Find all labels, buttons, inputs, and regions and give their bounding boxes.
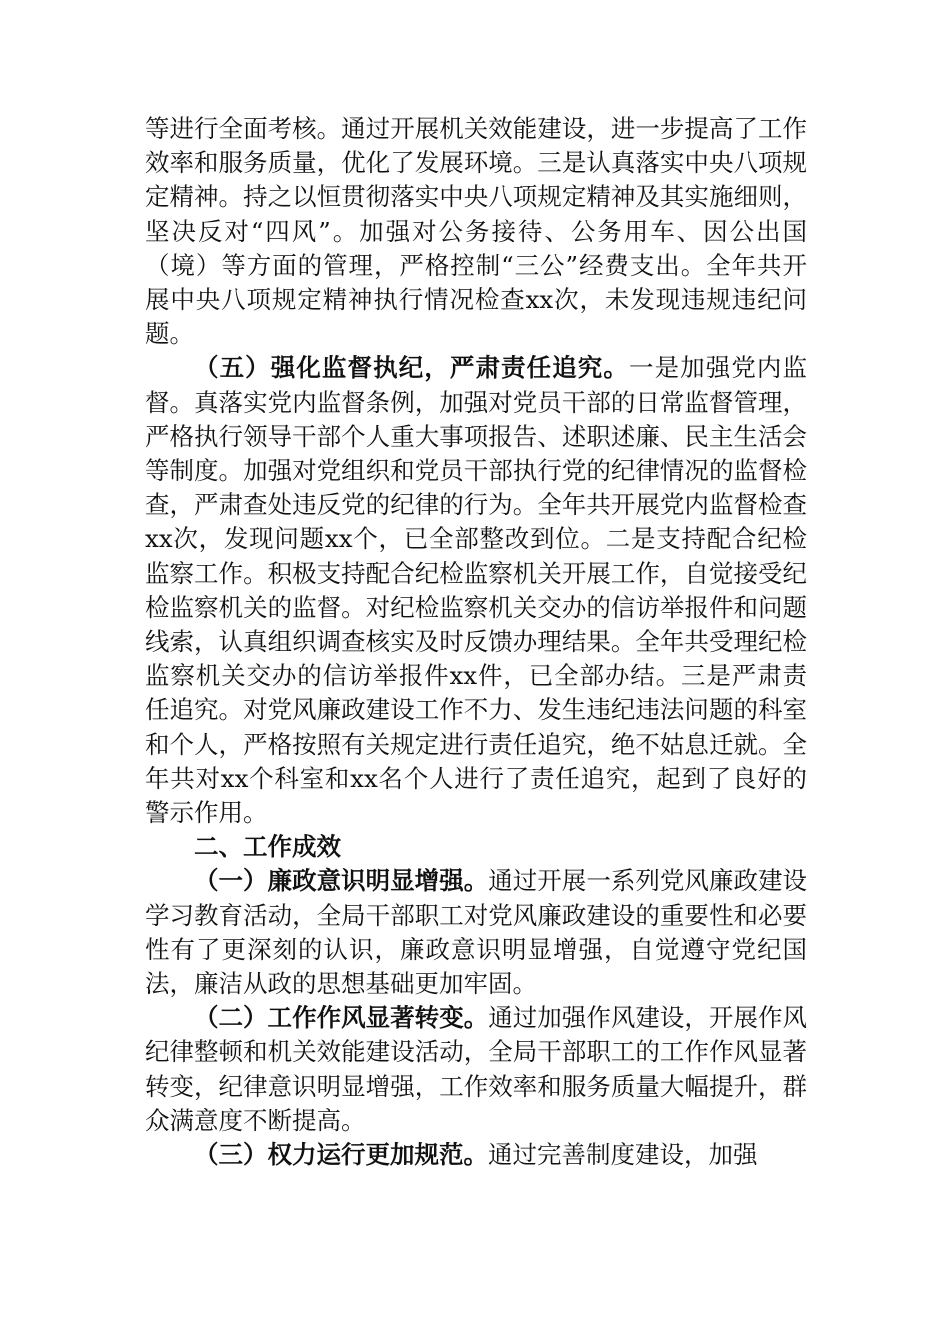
paragraph-text: 一是加强党内监督。真落实党内监督条例，加强对党员干部的日常监督管理，严格执行领导干部个人重大事项报告、述职述廉、民主生活会等制度。加强对党组织和党员干部执行党的纪律情况的监督检查，严肃查处违反党的纪律的行为。全年共开展党内监督检查xx次，发现问题xx个，已全部整改到位。二是支持配合纪检监察工作。积极支持配合纪检监察机关开展工作，自觉接受纪检监察机关的监督。对纪检监察机关交办的信访举报件和问题线索，认真组织调查核实及时反馈办理结果。全年共受理纪检监察机关交办的信访举报件xx件，已全部办结。三是严肃责任追究。对党风廉政建设工作不力、发生违纪违法问题的科室和个人，严格按照有关规定进行责任追究，绝不姑息迁就。全年共对xx个科室和xx名个人进行了责任追究，起到了良好的警示作用。 — [145, 353, 808, 828]
paragraph-item-1 — [145, 864, 807, 1001]
paragraph-continuation — [145, 112, 807, 351]
paragraph-text: 等进行全面考核。通过开展机关效能建设，进一步提高了工作效率和服务质量，优化了发展环境。三是认真落实中央八项规定精神。持之以恒贯彻落实中央八项规定精神及其实施细则，坚决反对“四风”。加强对公务接待、公务用车、因公出国（境）等方面的管理，严格控制“三公”经费支出。全年共开展中央八项规定精神执行情况检查xx次，未发现违规违纪问题。 — [145, 114, 807, 349]
paragraph-supervision — [145, 351, 807, 830]
section-heading: 二、工作成效 — [194, 832, 341, 862]
document-page — [145, 112, 807, 1172]
paragraph-text: 通过完善制度建设，加强 — [488, 1140, 758, 1170]
paragraph-item-3 — [145, 1138, 807, 1172]
paragraph-text: 通过开展一系列党风廉政建设学习教育活动，全局干部职工对党风廉政建设的重要性和必要性有了更深刻的认识，廉政意识明显增强，自觉遵守党纪国法，廉洁从政的思想基础更加牢固。 — [145, 866, 807, 999]
paragraph-text: 通过加强作风建设，开展作风纪律整顿和机关效能建设活动，全局干部职工的工作作风显著转变，纪律意识明显增强，工作效率和服务质量大幅提升，群众满意度不断提高。 — [145, 1003, 807, 1135]
paragraph-item-2 — [145, 1001, 807, 1138]
paragraph-lead: （三）权力运行更加规范。 — [194, 1140, 488, 1170]
paragraph-lead: （一）廉政意识明显增强。 — [194, 866, 489, 896]
paragraph-lead: （五）强化监督执纪，严肃责任追究。 — [194, 353, 629, 383]
paragraph-lead: （二）工作作风显著转变。 — [194, 1003, 489, 1033]
